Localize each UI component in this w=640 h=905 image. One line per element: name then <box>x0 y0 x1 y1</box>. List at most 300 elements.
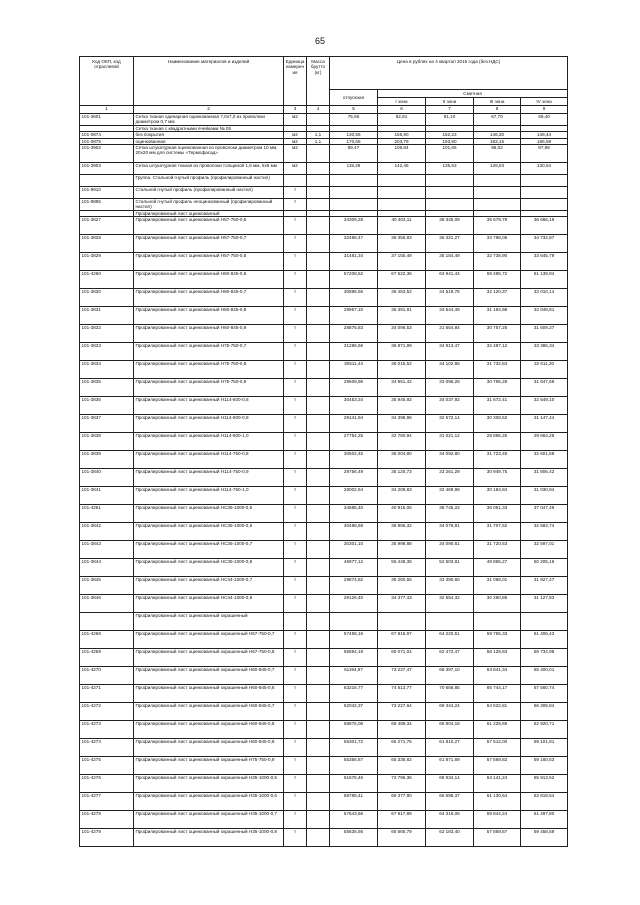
row-price-zone-1: 67 816,97 <box>378 631 426 649</box>
row-release-price: 30453,34 <box>330 397 378 415</box>
row-code: 101-3836 <box>80 397 134 415</box>
row-mass: 1,1 <box>307 138 330 144</box>
table-row <box>80 361 568 379</box>
row-price-zone-2: 34 090,61 <box>426 541 474 559</box>
row-price-zone-3: 30 184,84 <box>474 487 521 505</box>
row-price-zone-4: 34 732,87 <box>521 235 568 253</box>
table-row <box>80 829 568 847</box>
row-price-zone-2: 34 102,86 <box>426 361 474 379</box>
row-mass <box>307 739 330 757</box>
row-code: 101-4261 <box>80 505 134 523</box>
table-row <box>80 595 568 613</box>
row-name: Профилированный лист оцинкованный НС44-1000-0,8 <box>134 595 284 613</box>
row-price-zone-3: 31 068,01 <box>474 577 521 595</box>
table-row <box>80 703 568 721</box>
row-mass <box>307 451 330 469</box>
row-price-zone-3: 31 720,53 <box>474 541 521 559</box>
row-price-zone-3: 30 795,28 <box>474 379 521 397</box>
row-unit: т <box>284 559 307 577</box>
row-mass: 1,1 <box>307 132 330 138</box>
row-price-zone-2: 62 183,40 <box>426 829 474 847</box>
row-name: Профилированный лист оцинкованный Н57-750-0,8 <box>134 253 284 271</box>
row-code: 101-3839 <box>80 451 134 469</box>
row-release-price: 30301,10 <box>330 541 378 559</box>
row-price-zone-1 <box>378 613 426 631</box>
row-price-zone-3 <box>474 613 521 631</box>
row-price-zone-2: 34 037,92 <box>426 397 474 415</box>
row-mass <box>307 613 330 631</box>
row-price-zone-2: 31 654,84 <box>426 325 474 343</box>
row-price-zone-4: 31 806,42 <box>521 469 568 487</box>
row-price-zone-4: 69,40 <box>521 114 568 126</box>
row-unit: т <box>284 469 307 487</box>
row-price-zone-4: 59 101,81 <box>521 739 568 757</box>
row-unit: т <box>284 523 307 541</box>
row-price-zone-2: 68 934,14 <box>426 775 474 793</box>
column-number: 6 <box>378 106 426 114</box>
row-unit: м2 <box>284 144 307 162</box>
row-mass <box>307 325 330 343</box>
row-price-zone-2 <box>426 613 474 631</box>
row-price-zone-3: 31 672,41 <box>474 397 521 415</box>
row-name: Профилированный лист оцинкованный Н114-600-0,9 <box>134 415 284 433</box>
row-price-zone-2: 65 804,18 <box>426 721 474 739</box>
row-mass <box>307 289 330 307</box>
row-price-zone-2: 38 745,22 <box>426 505 474 523</box>
row-price-zone-4: 31 030,94 <box>521 487 568 505</box>
row-unit: т <box>284 649 307 667</box>
row-release-price: 119,29 <box>330 162 378 174</box>
row-mass <box>307 721 330 739</box>
table-row <box>80 451 568 469</box>
row-price-zone-4: 50 205,16 <box>521 559 568 577</box>
row-price-zone-4: 149,44 <box>521 132 568 138</box>
table-row <box>80 433 568 451</box>
row-price-zone-4: 32 583,74 <box>521 523 568 541</box>
row-price-zone-2: 32 554,32 <box>426 595 474 613</box>
row-release-price: 57458,16 <box>330 631 378 649</box>
table-row <box>80 631 568 649</box>
row-price-zone-1: 65 271,76 <box>378 739 426 757</box>
row-name: Профилированный лист оцинкованный Н114-600-0,8 <box>134 397 284 415</box>
table-row <box>80 757 568 775</box>
row-price-zone-1: 36 015,52 <box>378 361 426 379</box>
row-mass <box>307 541 330 559</box>
row-price-zone-2 <box>426 198 474 210</box>
row-unit: т <box>284 757 307 775</box>
row-price-zone-4: 62 819,54 <box>521 793 568 811</box>
row-price-zone-3: 30 290,86 <box>474 595 521 613</box>
row-price-zone-3: 57 859,67 <box>474 829 521 847</box>
row-price-zone-3: 96,02 <box>474 144 521 162</box>
row-name: Сетка тканая с квадратными ячейками № 05 <box>134 126 284 132</box>
row-unit: т <box>284 379 307 397</box>
row-release-price: 28002,64 <box>330 487 378 505</box>
row-price-zone-4: 61 139,94 <box>521 271 568 289</box>
row-price-zone-3: 57 512,00 <box>474 739 521 757</box>
row-price-zone-4: 29 664,26 <box>521 433 568 451</box>
table-row <box>80 577 568 595</box>
row-price-zone-3: 28 865,26 <box>474 433 521 451</box>
row-code: 101-4271 <box>80 685 134 703</box>
row-mass <box>307 343 330 361</box>
table-row <box>80 271 568 289</box>
header-mass: Масса брутто (кг) <box>307 57 330 106</box>
row-price-zone-2: 62 472,47 <box>426 649 474 667</box>
row-price-zone-4: 32 048,81 <box>521 307 568 325</box>
row-price-zone-2: 33 096,28 <box>426 379 474 397</box>
row-price-zone-2: 81,10 <box>426 114 474 126</box>
row-code: 101-4260 <box>80 271 134 289</box>
row-name: Профилированный лист оцинкованный окрашенный Н35-1000-0,6 <box>134 793 284 811</box>
row-price-zone-1: 36 871,99 <box>378 343 426 361</box>
row-price-zone-2: 35 184,49 <box>426 253 474 271</box>
row-mass <box>307 415 330 433</box>
row-release-price: 58875,08 <box>330 721 378 739</box>
row-release-price <box>330 186 378 198</box>
row-price-zone-4: 97,98 <box>521 144 568 162</box>
row-unit: т <box>284 739 307 757</box>
row-unit: т <box>284 685 307 703</box>
row-unit: т <box>284 217 307 235</box>
row-release-price: 34309,28 <box>330 217 378 235</box>
row-name: Профилированный лист оцинкованный Н114-750-0,8 <box>134 451 284 469</box>
row-mass <box>307 775 330 793</box>
row-price-zone-4 <box>521 613 568 631</box>
row-price-zone-2 <box>426 186 474 198</box>
row-unit: т <box>284 541 307 559</box>
row-unit: т <box>284 703 307 721</box>
row-code: 101-9910 <box>80 186 134 198</box>
row-release-price: 55694,19 <box>330 649 378 667</box>
row-name: Профилированный лист оцинкованный <box>134 210 284 216</box>
row-price-zone-1: 106,84 <box>378 144 426 162</box>
row-code: 101-3828 <box>80 235 134 253</box>
row-price-zone-3: 65 744,17 <box>474 685 521 703</box>
row-price-zone-1: 35 125,73 <box>378 469 426 487</box>
row-release-price: 62042,37 <box>330 703 378 721</box>
row-price-zone-2: 31 021,12 <box>426 433 474 451</box>
row-name: Профилированный лист оцинкованный окрашенный Н60-845-0,7 <box>134 667 284 685</box>
row-price-zone-1: 40 915,06 <box>378 505 426 523</box>
row-mass <box>307 397 330 415</box>
row-price-zone-1: 203,79 <box>378 138 426 144</box>
row-mass <box>307 811 330 829</box>
row-price-zone-3: 146,30 <box>474 132 521 138</box>
row-name: Профилированный лист оцинкованный Н57-750-0,7 <box>134 235 284 253</box>
row-price-zone-3: 58 128,83 <box>474 649 521 667</box>
row-price-zone-2: 34 913,47 <box>426 343 474 361</box>
row-price-zone-3: 31 723,48 <box>474 451 521 469</box>
row-price-zone-1: 35 391,91 <box>378 307 426 325</box>
row-release-price: 29756,49 <box>330 469 378 487</box>
row-price-zone-4: 61 497,80 <box>521 811 568 829</box>
row-price-zone-3: 59 755,33 <box>474 631 521 649</box>
row-name: Профилированный лист оцинкованный окрашенный Н60-845-0,6 <box>134 685 284 703</box>
row-code: 101-4274 <box>80 739 134 757</box>
row-price-zone-1: 142,45 <box>378 162 426 174</box>
column-number: 1 <box>80 106 134 114</box>
table-row <box>80 144 568 162</box>
table-row <box>80 186 568 198</box>
row-mass <box>307 649 330 667</box>
page-number: 65 <box>314 36 325 46</box>
row-price-zone-3 <box>474 174 521 186</box>
row-price-zone-4: 31 927,47 <box>521 577 568 595</box>
row-mass <box>307 174 330 186</box>
row-unit: т <box>284 721 307 739</box>
row-code: 101-4278 <box>80 811 134 829</box>
row-price-zone-1: 35 260,55 <box>378 577 426 595</box>
row-unit: т <box>284 811 307 829</box>
row-release-price: 58789,41 <box>330 793 378 811</box>
row-mass <box>307 559 330 577</box>
row-unit: т <box>284 829 307 847</box>
row-name: Профилированный лист оцинкованный окрашенный <box>134 613 284 631</box>
row-price-zone-1: 34 398,96 <box>378 415 426 433</box>
row-mass <box>307 162 330 174</box>
row-price-zone-1: 36 004,90 <box>378 451 426 469</box>
header-zone-4: IV зона <box>521 98 568 106</box>
row-price-zone-1: 74 613,77 <box>378 685 426 703</box>
table-row <box>80 793 568 811</box>
row-price-zone-3: 64 522,81 <box>474 703 521 721</box>
column-number-row <box>80 106 568 114</box>
row-mass <box>307 667 330 685</box>
row-release-price: 55635,56 <box>330 829 378 847</box>
row-unit: т <box>284 433 307 451</box>
row-release-price: 63216,77 <box>330 685 378 703</box>
column-number: 3 <box>284 106 307 114</box>
row-price-zone-1: 69 377,90 <box>378 793 426 811</box>
row-mass <box>307 469 330 487</box>
table-row <box>80 721 568 739</box>
row-release-price: 29126,40 <box>330 595 378 613</box>
row-unit: т <box>284 487 307 505</box>
row-price-zone-3: 32 738,90 <box>474 253 521 271</box>
row-code: 101-3842 <box>80 523 134 541</box>
row-mass <box>307 217 330 235</box>
row-price-zone-2: 101,65 <box>426 144 474 162</box>
row-name: Профилированный лист оцинкованный НС35-1000-0,7 <box>134 541 284 559</box>
row-code: 101-3834 <box>80 361 134 379</box>
table-row <box>80 775 568 793</box>
row-price-zone-3: 35 679,79 <box>474 217 521 235</box>
row-name: Профилированный лист оцинкованный Н75-750-0,9 <box>134 379 284 397</box>
table-row <box>80 541 568 559</box>
row-mass <box>307 487 330 505</box>
row-name: Профилированный лист оцинкованный НС44-1000-0,7 <box>134 577 284 595</box>
row-code: 101-3827 <box>80 217 134 235</box>
row-code: 101-3831 <box>80 307 134 325</box>
row-mass <box>307 829 330 847</box>
row-price-zone-4: 61 406,43 <box>521 631 568 649</box>
table-row <box>80 559 568 577</box>
row-price-zone-1: 155,90 <box>378 132 426 138</box>
row-price-zone-1: 34 096,53 <box>378 325 426 343</box>
row-price-zone-3: 30 949,75 <box>474 469 521 487</box>
table-row <box>80 811 568 829</box>
row-unit: т <box>284 397 307 415</box>
row-code: 101-0874 <box>80 132 134 138</box>
row-price-zone-4: 33 010,14 <box>521 289 568 307</box>
row-mass <box>307 595 330 613</box>
row-code: 101-3902 <box>80 144 134 162</box>
row-mass <box>307 235 330 253</box>
table-row <box>80 174 568 186</box>
row-price-zone-2: 32 572,14 <box>426 415 474 433</box>
row-code: 101-3840 <box>80 469 134 487</box>
row-price-zone-3: 36 051,33 <box>474 505 521 523</box>
header-release-price: отпускная <box>330 90 378 106</box>
row-price-zone-1: 34 951,42 <box>378 379 426 397</box>
row-price-zone-2: 33 261,29 <box>426 469 474 487</box>
row-unit: т <box>284 198 307 210</box>
row-price-zone-3 <box>474 198 521 210</box>
row-unit: т <box>284 451 307 469</box>
row-unit: т <box>284 595 307 613</box>
table-row <box>80 253 568 271</box>
row-release-price: 28875,83 <box>330 325 378 343</box>
row-code: 101-3838 <box>80 433 134 451</box>
row-code: 101-4270 <box>80 667 134 685</box>
table-row <box>80 379 568 397</box>
row-code: 101-4276 <box>80 775 134 793</box>
row-price-zone-4: 32 611,20 <box>521 361 568 379</box>
row-price-zone-2: 34 076,91 <box>426 523 474 541</box>
row-mass <box>307 361 330 379</box>
row-code: 101-4269 <box>80 649 134 667</box>
row-unit: т <box>284 253 307 271</box>
row-name: Профилированный лист оцинкованный окрашенный Н35-1000-0,5 <box>134 775 284 793</box>
row-release-price: 57543,66 <box>330 811 378 829</box>
header-code: Код ОКП, код отраслевой <box>80 57 134 106</box>
row-price-zone-2: 152,23 <box>426 132 474 138</box>
row-price-zone-1: 72 227,47 <box>378 667 426 685</box>
row-price-zone-3: 183,15 <box>474 138 521 144</box>
row-price-zone-4: 67 560,74 <box>521 685 568 703</box>
price-table <box>79 56 568 847</box>
row-mass <box>307 685 330 703</box>
row-mass <box>307 523 330 541</box>
row-price-zone-2 <box>426 174 474 186</box>
row-unit: т <box>284 667 307 685</box>
row-price-zone-1: 35 945,92 <box>378 397 426 415</box>
row-price-zone-1: 82,81 <box>378 114 426 126</box>
row-price-zone-3: 31 194,98 <box>474 307 521 325</box>
row-code: 101-3903 <box>80 162 134 174</box>
row-unit: м2 <box>284 138 307 144</box>
row-release-price: 30502,45 <box>330 451 378 469</box>
row-price-zone-3: 57 569,82 <box>474 757 521 775</box>
row-name: Сетка штукатурная оцинкованная из проволоки диаметром 10 мм, 20х20 мм для системы «Термофасад» <box>134 144 284 162</box>
row-release-price: 55356,67 <box>330 757 378 775</box>
row-price-zone-1: 40 403,11 <box>378 217 426 235</box>
row-price-zone-3: 30 308,52 <box>474 415 521 433</box>
row-price-zone-4: 33 386,34 <box>521 343 568 361</box>
row-name: Профилированный лист оцинкованный Н75-750-0,8 <box>134 361 284 379</box>
row-price-zone-2: 33 390,60 <box>426 577 474 595</box>
header-unit: Единица измерения <box>284 57 307 106</box>
row-release-price: 31296,66 <box>330 343 378 361</box>
row-name: Профилированный лист оцинкованный Н114-750-0,9 <box>134 469 284 487</box>
header-name: Наименование материалов и изделий <box>134 57 284 106</box>
column-number: 8 <box>474 106 521 114</box>
row-unit: т <box>284 505 307 523</box>
row-price-zone-3: 32 120,37 <box>474 289 521 307</box>
row-price-zone-4: 59 458,59 <box>521 829 568 847</box>
row-release-price: 29957,10 <box>330 307 378 325</box>
row-price-zone-3: 32 487,12 <box>474 343 521 361</box>
row-unit: т <box>284 793 307 811</box>
row-mass <box>307 433 330 451</box>
row-name: Профилированный лист оцинкованный окрашенный Н57-750-0,7 <box>134 631 284 649</box>
row-mass <box>307 186 330 198</box>
row-name: Профилированный лист оцинкованный Н60-845-0,9 <box>134 325 284 343</box>
column-number: 7 <box>426 106 474 114</box>
row-release-price: 130,55 <box>330 132 378 138</box>
row-release-price: 61194,97 <box>330 667 378 685</box>
row-price-zone-1: 34 377,43 <box>378 595 426 613</box>
row-price-zone-4: 130,54 <box>521 162 568 174</box>
row-price-zone-4: 31 647,69 <box>521 379 568 397</box>
row-price-zone-4 <box>521 186 568 198</box>
row-mass <box>307 793 330 811</box>
header-zone-3: III зона <box>474 98 521 106</box>
row-name: Профилированный лист оцинкованный окрашенный Н35-1000-0,7 <box>134 811 284 829</box>
row-release-price: 170,65 <box>330 138 378 144</box>
row-unit: т <box>284 343 307 361</box>
row-code: 101-3837 <box>80 415 134 433</box>
row-unit: т <box>284 577 307 595</box>
table-row <box>80 217 568 235</box>
row-price-zone-3: 48 855,27 <box>474 559 521 577</box>
row-name: Профилированный лист оцинкованный Н114-750-1,0 <box>134 487 284 505</box>
row-price-zone-1: 34 209,83 <box>378 487 426 505</box>
row-name: без покрытия <box>134 132 284 138</box>
row-unit: т <box>284 325 307 343</box>
row-unit: т <box>284 631 307 649</box>
row-price-zone-1: 36 453,52 <box>378 289 426 307</box>
row-unit: т <box>284 289 307 307</box>
row-price-zone-2: 193,80 <box>426 138 474 144</box>
row-price-zone-2: 68 397,10 <box>426 667 474 685</box>
row-code: 101-4279 <box>80 829 134 847</box>
row-release-price: 32498,47 <box>330 235 378 253</box>
row-release-price <box>330 198 378 210</box>
row-mass <box>307 253 330 271</box>
row-code <box>80 174 134 186</box>
row-code: 101-3846 <box>80 595 134 613</box>
row-unit: м2 <box>284 162 307 174</box>
row-mass <box>307 703 330 721</box>
table-row <box>80 307 568 325</box>
row-price-zone-1: 35 998,88 <box>378 541 426 559</box>
row-price-zone-3: 64 141,24 <box>474 775 521 793</box>
row-price-zone-3: 31 732,84 <box>474 361 521 379</box>
row-name: Профилированный лист оцинкованный окрашенный Н35-1000-0,8 <box>134 829 284 847</box>
table-row <box>80 415 568 433</box>
table-row <box>80 739 568 757</box>
column-number: 4 <box>307 106 330 114</box>
row-mass <box>307 114 330 126</box>
row-code: 101-0875 <box>80 138 134 144</box>
row-name: Профилированный лист оцинкованный окрашенный Н75-750-0,9 <box>134 757 284 775</box>
row-price-zone-3: 59 495,72 <box>474 271 521 289</box>
row-price-zone-4 <box>521 198 568 210</box>
row-price-zone-1: 69 489,34 <box>378 721 426 739</box>
row-price-zone-4: 59 734,98 <box>521 649 568 667</box>
